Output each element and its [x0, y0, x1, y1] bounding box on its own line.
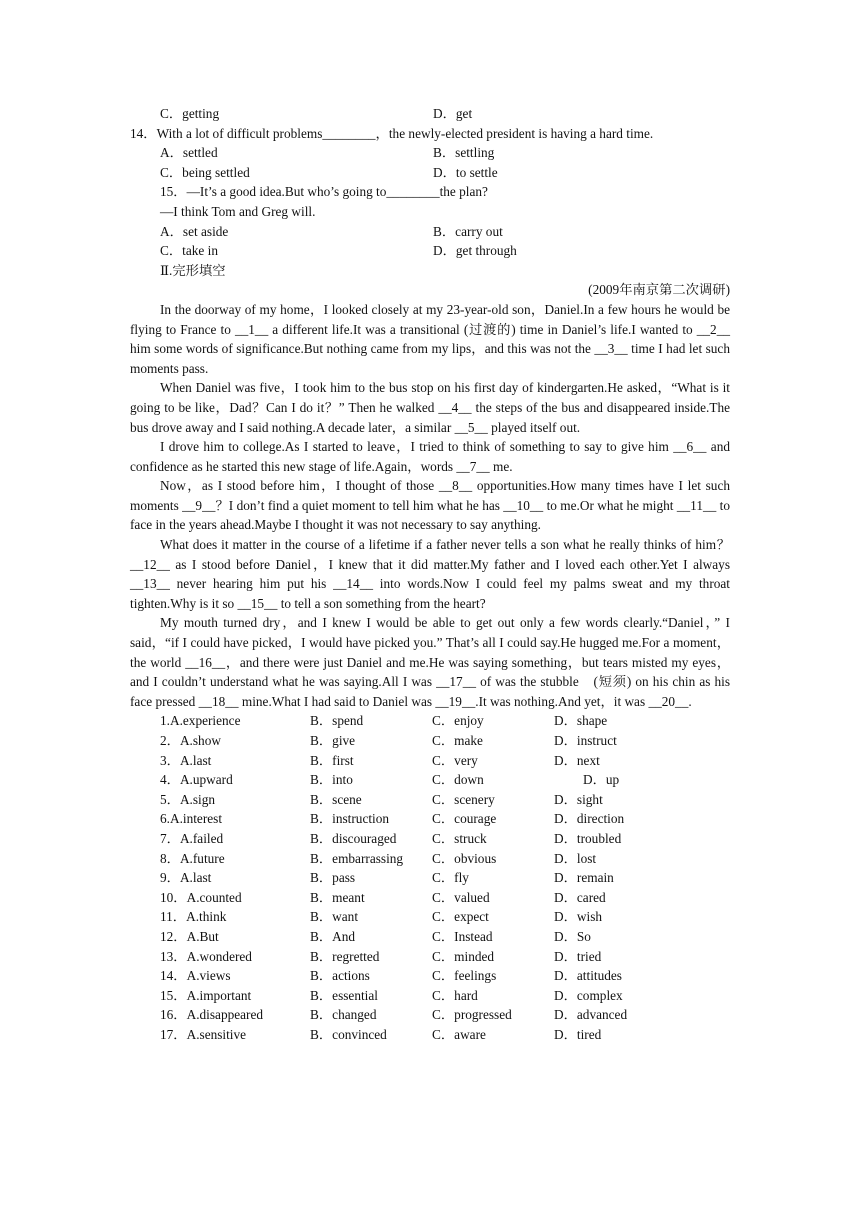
option-a: 10．A.counted [160, 889, 242, 905]
option-b: B．first [310, 752, 354, 768]
option-a: 11．A.think [160, 909, 227, 925]
passage-paragraph-4: Now，as I stood before him，I thought of those __8__ opportunities.How many times have I let such moments __9__？I don’t find a quiet moment to tell him what he has __10__ to me.Or what he might __11__ to face in the years ahead.Maybe I thought it was not necessary to say anything. [130, 478, 730, 533]
q13-options-cd [130, 104, 730, 124]
q14-option-d: D．to settle [433, 164, 498, 180]
passage-paragraph-1: In the doorway of my home，I looked closely at my 23-year-old son，Daniel.In a few hours he would be flying to France to __1__ a different life.It was a transitional (过渡的) time in Daniel’s life.I wanted to __2__ him some words of significance.But nothing came from my lips，and this was not the __3__ time I had let such moments pass. [130, 301, 730, 376]
option-d: D．up [583, 772, 620, 788]
option-c: C．valued [432, 889, 490, 905]
q14-options-ab [130, 143, 730, 163]
option-b: B．meant [310, 889, 365, 905]
option-row [130, 731, 730, 751]
option-a: 12．A.But [160, 928, 219, 944]
q15-option-a: A．set aside [160, 223, 229, 239]
option-d: D．next [554, 752, 600, 768]
option-row [130, 986, 730, 1006]
option-row [130, 711, 730, 731]
option-c: C．Instead [432, 928, 493, 944]
passage-paragraph-3: I drove him to college.As I started to leave，I tried to think of something to say to give him __6__ and confidence as he started this new stage of life.Again，words __7__ me. [130, 439, 730, 474]
option-row [130, 1025, 730, 1045]
option-b: B．into [310, 772, 353, 788]
q13-option-c: C．getting [160, 106, 220, 121]
q14-option-b: B．settling [433, 145, 495, 161]
option-row [130, 907, 730, 927]
option-row [130, 790, 730, 810]
option-a: 8．A.future [160, 850, 225, 866]
option-b: B．regretted [310, 948, 380, 964]
option-d: D．So [554, 928, 591, 944]
option-d: D．cared [554, 889, 606, 905]
option-c: C．progressed [432, 1007, 512, 1023]
option-d: D．tried [554, 948, 602, 964]
q15-stem-2: —I think Tom and Greg will. [160, 203, 316, 219]
option-c: C．struck [432, 830, 487, 846]
q15-option-b: B．carry out [433, 223, 503, 239]
option-d: D．sight [554, 791, 603, 807]
option-c: C．expect [432, 909, 489, 925]
option-b: B．actions [310, 968, 370, 984]
option-b: B．And [310, 928, 356, 944]
option-d: D．direction [554, 811, 625, 827]
q15-stem-1: 15．—It’s a good idea.But who’s going to________the plan? [160, 184, 488, 200]
option-a: 4．A.upward [160, 772, 233, 788]
option-c: C．scenery [432, 791, 495, 807]
q14-option-a: A．settled [160, 145, 218, 161]
option-d: D．attitudes [554, 968, 622, 984]
option-d: D．lost [554, 850, 597, 866]
option-a: 1.A.experience [160, 713, 241, 729]
option-b: B．changed [310, 1007, 377, 1023]
option-row [130, 829, 730, 849]
option-c: C．obvious [432, 850, 497, 866]
q13-option-d: D．get [433, 106, 473, 121]
option-a: 7．A.failed [160, 830, 224, 846]
option-c: C．minded [432, 948, 495, 964]
option-row [130, 868, 730, 888]
option-c: C．down [432, 772, 484, 788]
option-c: C．very [432, 752, 478, 768]
option-b: B．essential [310, 987, 378, 1003]
option-a: 13．A.wondered [160, 948, 252, 964]
option-b: B．pass [310, 870, 356, 886]
option-c: C．hard [432, 987, 478, 1003]
option-c: C．feelings [432, 968, 497, 984]
option-c: C．courage [432, 811, 497, 827]
option-c: C．enjoy [432, 713, 484, 729]
q14-options-cd [130, 163, 730, 183]
option-b: B．spend [310, 713, 364, 729]
option-a: 17．A.sensitive [160, 1026, 247, 1042]
option-d: D．troubled [554, 830, 622, 846]
option-c: C．make [432, 733, 483, 748]
q15-option-d: D．get through [433, 243, 517, 259]
q14-option-c: C．being settled [160, 164, 250, 180]
option-a: 14．A.views [160, 968, 231, 984]
option-b: B．embarrassing [310, 850, 404, 866]
section-title: Ⅱ.完形填空 [160, 262, 226, 278]
passage-paragraph-6: My mouth turned dry，and I knew I would be able to get out only a few words clearly.“Daniel，” I said，“if I could have picked，I would have picked you.” That’s all I could say.He hugged me.For a moment，the world __16__，and there were just Daniel and me.He was saying something，but tears misted my eyes，and I couldn’t understand what he was saying.All I was __17__ of was the stubble (短须) on his chin as his face pressed __18__ mine.What I had said to Daniel was __19__.It was nothing.And yet，it was __20__. [130, 615, 730, 709]
option-a: 9．A.last [160, 870, 212, 886]
option-b: B．want [310, 909, 359, 925]
option-row [130, 770, 730, 790]
passage-paragraph-5: What does it matter in the course of a lifetime if a father never tells a son what he really thinks of him？__12__ as I stood before Daniel，I knew that it did matter.My father and I loved each other.Yet I always __13__ never hearing him put his __14__ into words.Now I could feel my palms sweat and my throat tighten.Why is it so __15__ to tell a son something from the heart? [130, 537, 730, 611]
option-b: B．instruction [310, 811, 390, 827]
option-d: D．shape [554, 713, 608, 729]
option-row [130, 751, 730, 771]
option-d: D．complex [554, 987, 623, 1003]
cloze-options-table [130, 711, 730, 1044]
option-row [130, 966, 730, 986]
option-a: 2．A.show [160, 733, 221, 748]
q15-options-cd [130, 241, 730, 261]
option-row [130, 947, 730, 967]
q15-options-ab [130, 222, 730, 242]
option-c: C．aware [432, 1026, 486, 1042]
option-a: 16．A.disappeared [160, 1007, 264, 1023]
option-d: D．instruct [554, 733, 617, 748]
option-a: 15．A.important [160, 987, 252, 1003]
option-b: B．scene [310, 791, 362, 807]
option-a: 3．A.last [160, 752, 212, 768]
option-a: 5．A.sign [160, 791, 216, 807]
option-row [130, 1005, 730, 1025]
option-c: C．fly [432, 870, 469, 886]
option-b: B．give [310, 733, 356, 748]
option-row [130, 849, 730, 869]
option-d: D．advanced [554, 1007, 628, 1023]
passage-source: (2009年南京第二次调研) [588, 282, 730, 298]
option-row [130, 927, 730, 947]
q14-stem: 14．With a lot of difficult problems________，the newly-elected president is having a hard time. [130, 125, 654, 141]
option-row [130, 809, 730, 829]
option-b: B．discouraged [310, 830, 397, 846]
option-d: D．wish [554, 909, 603, 925]
passage-paragraph-2: When Daniel was five，I took him to the bus stop on his first day of kindergarten.He asked，“What is it going to be like，Dad？Can I do it？” Then he walked __4__ the steps of the bus and disappeared inside.The bus drove away and I said nothing.A decade later，a similar __5__ played itself out. [130, 380, 730, 435]
option-d: D．tired [554, 1026, 602, 1042]
option-row [130, 888, 730, 908]
exam-page [130, 104, 730, 1045]
option-a: 6.A.interest [160, 811, 223, 827]
option-b: B．convinced [310, 1026, 387, 1042]
q15-option-c: C．take in [160, 243, 218, 259]
option-d: D．remain [554, 870, 614, 886]
